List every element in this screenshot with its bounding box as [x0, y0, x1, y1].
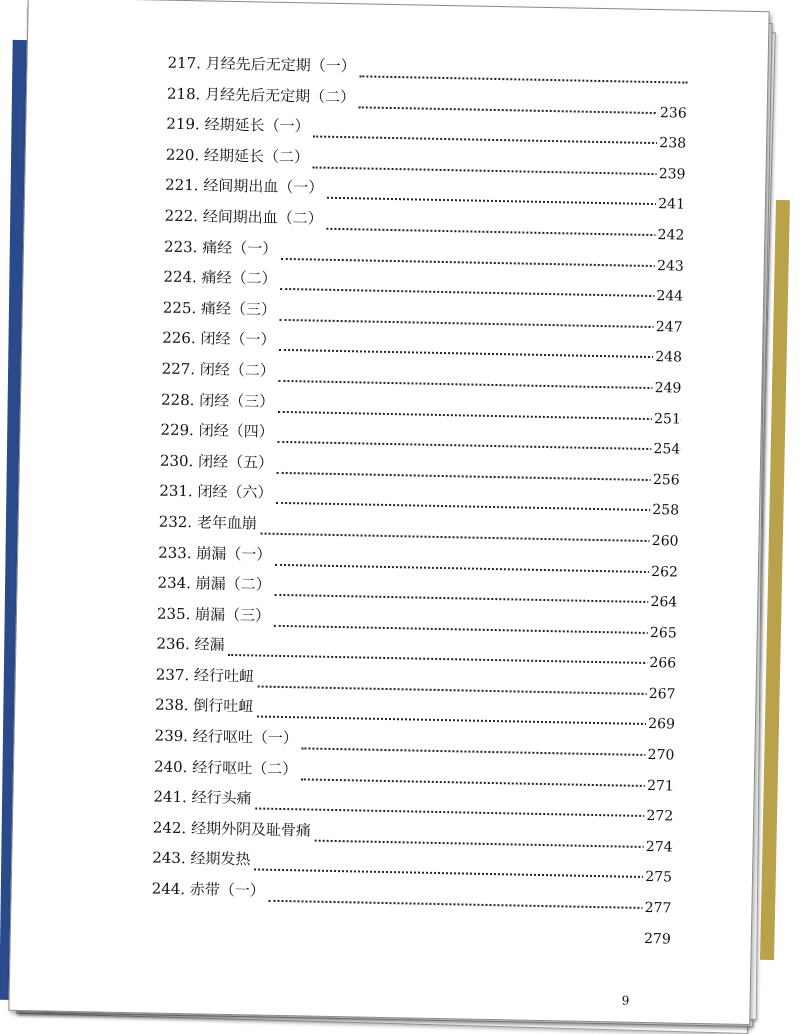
toc-page — [8, 0, 769, 1025]
toc-entry-title: 236. 经漏 — [156, 634, 225, 655]
toc-entry-page: 270 — [645, 745, 674, 766]
toc-entry-page: 251 — [652, 409, 681, 430]
dot-leader — [281, 257, 684, 267]
dot-leader — [280, 319, 683, 329]
toc-entry-page: 249 — [652, 378, 681, 399]
toc-entry-page: 244 — [654, 286, 683, 307]
toc-entry-page: 275 — [643, 867, 672, 888]
toc-entry-title: 231. 闭经（六） — [159, 481, 273, 503]
toc-entry-title: 242. 经期外阴及耻骨痛 — [152, 818, 312, 840]
dot-leader — [275, 563, 678, 573]
toc-entry-title: 232. 老年血崩 — [158, 512, 258, 533]
toc-entry-page: 248 — [653, 347, 682, 368]
toc-entry-title: 223. 痛经（一） — [163, 237, 278, 258]
toc-entry-title: 230. 闭经（五） — [159, 451, 274, 472]
dot-leader — [274, 625, 677, 635]
toc-entry-title: 243. 经期发热 — [152, 848, 251, 869]
toc-entry-page: 267 — [647, 684, 676, 705]
toc-entry-title: 238. 倒行吐衄 — [155, 696, 254, 716]
toc-entry-page: 274 — [644, 837, 673, 858]
toc-entry-page: 269 — [646, 714, 675, 735]
toc-entry-page: 260 — [650, 531, 679, 552]
toc-entry-page: 264 — [648, 592, 677, 613]
toc-entry-title: 227. 闭经（二） — [161, 359, 276, 380]
dot-leader — [313, 166, 686, 175]
dot-leader — [275, 594, 678, 604]
toc-entry-title: 234. 崩漏（二） — [157, 573, 271, 594]
toc-entry-title: 219. 经期延长（一） — [166, 114, 310, 136]
dot-leader — [302, 747, 675, 756]
toc-entry-title: 218. 月经先后无定期（二） — [166, 84, 356, 106]
page-number: 9 — [621, 993, 630, 1008]
dot-leader — [277, 441, 680, 451]
toc-entry-page: 271 — [645, 776, 674, 797]
toc-entry-page: 272 — [644, 806, 673, 827]
toc-entry-title: 239. 经行呕吐（一） — [154, 726, 298, 748]
toc-entry-page: 266 — [647, 653, 676, 674]
dot-leader — [277, 472, 680, 482]
toc-entry-page: 254 — [651, 439, 680, 460]
toc-entry-page: 258 — [650, 500, 679, 521]
dot-leader — [261, 532, 679, 542]
toc-entry-page: 256 — [651, 470, 680, 491]
dot-leader — [279, 349, 682, 359]
toc-entry-title: 225. 痛经（三） — [162, 298, 277, 319]
toc-entry-title: 240. 经行呕吐（二） — [153, 757, 298, 778]
toc-entry-page: 279 — [642, 929, 671, 950]
toc-entry-title: 229. 闭经（四） — [160, 420, 274, 441]
toc-entry-title: 233. 崩漏（一） — [157, 543, 272, 564]
dot-leader — [269, 900, 672, 910]
table-of-contents — [151, 53, 688, 950]
toc-entry-page: 277 — [642, 898, 671, 919]
toc-entry-title: 224. 痛经（二） — [163, 267, 277, 288]
toc-entry-page: 262 — [649, 562, 678, 583]
dot-leader — [258, 685, 676, 695]
toc-entry-title: 217. 月经先后无定期（一） — [167, 53, 356, 76]
toc-entry-title: 226. 闭经（一） — [162, 328, 276, 350]
toc-entry-title: 241. 经行头痛 — [153, 787, 252, 808]
dot-leader — [255, 808, 673, 818]
toc-entry-title: 244. 赤带（一） — [151, 879, 266, 900]
toc-entry-page: 247 — [654, 317, 683, 338]
dot-leader — [276, 502, 679, 512]
dot-leader — [301, 778, 674, 787]
dot-leader — [359, 106, 687, 114]
toc-entry-page: 265 — [648, 623, 677, 644]
dot-leader — [359, 75, 687, 83]
dot-leader — [327, 228, 685, 237]
dot-leader — [313, 136, 686, 145]
toc-entry-title: 228. 闭经（三） — [160, 390, 275, 411]
toc-entry-title: 235. 崩漏（三） — [156, 604, 271, 625]
toc-entry-page: 242 — [655, 225, 684, 246]
dot-leader — [257, 716, 675, 726]
toc-entry-title: 221. 经间期出血（一） — [165, 176, 324, 198]
toc-entry-page: 241 — [656, 194, 685, 215]
dot-leader — [315, 839, 673, 848]
toc-entry-title: 237. 经行吐衄 — [155, 665, 255, 686]
dot-leader — [327, 197, 685, 206]
dot-leader — [254, 869, 672, 879]
toc-entry-title: 222. 经间期出血（二） — [164, 206, 323, 228]
toc-entry-title: 220. 经期延长（二） — [165, 145, 310, 167]
dot-leader — [278, 410, 681, 420]
toc-entry-page: 238 — [657, 133, 686, 154]
dot-leader — [280, 288, 683, 298]
toc-entry-page: 243 — [655, 256, 684, 277]
toc-entry-page: 239 — [657, 164, 686, 185]
dot-leader — [228, 654, 676, 665]
dot-leader — [279, 380, 682, 390]
toc-entry-page: 236 — [658, 103, 687, 124]
